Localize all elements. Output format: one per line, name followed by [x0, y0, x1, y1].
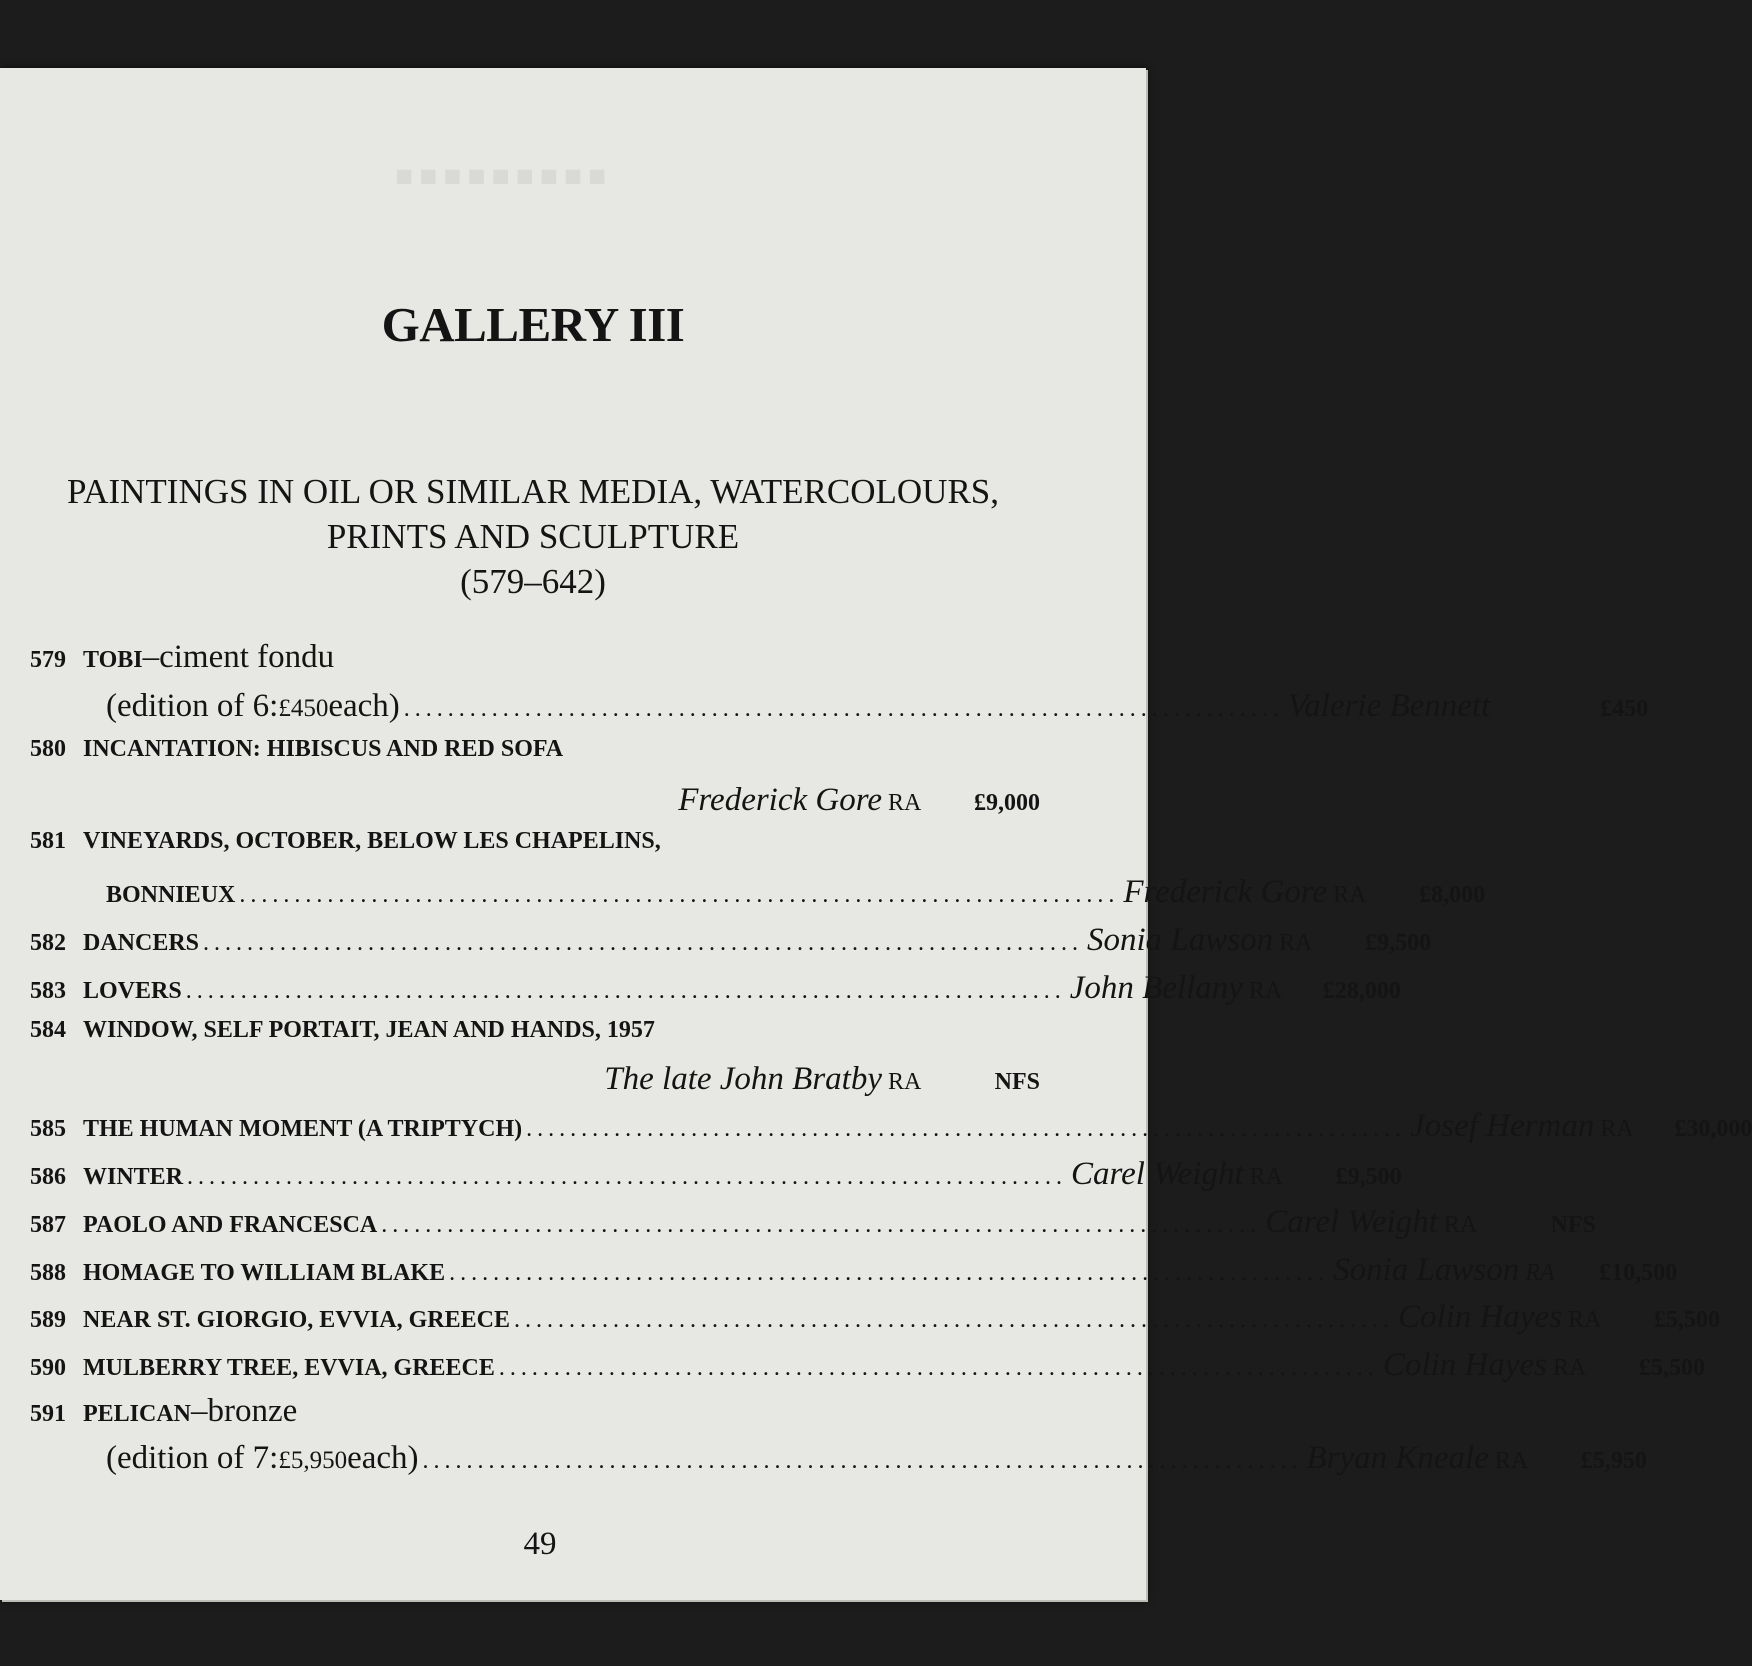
- entry-price: NFS: [1550, 1212, 1596, 1238]
- entry-artist: Frederick Gore: [678, 782, 882, 818]
- catalogue-entry: [30, 639, 1040, 683]
- entry-artist: Josef Herman: [1410, 1108, 1595, 1144]
- entry-ra: RA: [1249, 1164, 1284, 1190]
- entry-number: 579: [30, 647, 66, 673]
- entry-dash: –: [142, 639, 160, 675]
- dot-leader: ................................................................................: [449, 1260, 1330, 1286]
- catalogue-entry: [30, 1156, 1402, 1200]
- dot-leader: ................................................................................: [203, 930, 1084, 956]
- entry-number: 586: [30, 1164, 66, 1190]
- dot-leader: ................................................................................: [526, 1116, 1407, 1142]
- edition-prefix: (edition of 7:: [106, 1440, 279, 1476]
- catalogue-entry-continuation: [30, 688, 1649, 732]
- catalogue-entry: [30, 970, 1401, 1014]
- entry-ra: RA: [1552, 1355, 1587, 1381]
- entry-price: £8,000: [1419, 882, 1486, 908]
- entry-title: PAOLO AND FRANCESCA: [83, 1212, 378, 1238]
- entry-title-continued: BONNIEUX: [106, 882, 236, 908]
- entry-artist: Valerie Bennett: [1287, 688, 1491, 724]
- edition-prefix: (edition of 6:: [106, 688, 279, 724]
- catalogue-entry-continuation: [30, 874, 1486, 918]
- entry-artist: Colin Hayes: [1382, 1347, 1547, 1383]
- entry-artist: Sonia Lawson: [1087, 922, 1274, 958]
- entry-artist: Frederick Gore: [1123, 874, 1328, 910]
- entry-ra: RA: [1333, 882, 1367, 908]
- dot-leader: ................................................................................: [185, 978, 1066, 1004]
- entry-number: 590: [30, 1355, 66, 1381]
- section-title: GALLERY III: [381, 297, 685, 352]
- entry-artist: Carel Weight: [1071, 1156, 1244, 1192]
- catalogue-entry-continuation: [30, 1440, 1647, 1484]
- catalogue-entry: [30, 1393, 1040, 1437]
- entry-artist: The late John Bratby: [604, 1061, 882, 1097]
- entry-title: LOVERS: [83, 978, 182, 1004]
- entry-title: INCANTATION: HIBISCUS AND RED SOFA: [83, 736, 564, 762]
- dot-leader: ................................................................................: [498, 1355, 1379, 1381]
- entry-artist: Carel Weight: [1265, 1204, 1438, 1240]
- entry-price: £5,950: [1580, 1448, 1647, 1474]
- entry-price: £10,500: [1599, 1260, 1678, 1286]
- entry-medium: bronze: [207, 1393, 298, 1429]
- dot-leader: ................................................................................: [239, 882, 1120, 908]
- entry-title: MULBERRY TREE, EVVIA, GREECE: [83, 1355, 495, 1381]
- entry-ra: RA: [1443, 1212, 1478, 1238]
- entry-ra: RA: [1494, 1448, 1529, 1474]
- subtitle-line-1: PAINTINGS IN OIL OR SIMILAR MEDIA, WATERCOLOURS,: [66, 472, 1000, 511]
- entry-number: 591: [30, 1401, 66, 1427]
- entry-price: £450: [1600, 696, 1649, 722]
- entry-price: £5,500: [1638, 1355, 1705, 1381]
- entry-number: 583: [30, 978, 66, 1004]
- entry-title: THE HUMAN MOMENT (A TRIPTYCH): [83, 1116, 523, 1142]
- dot-leader: ................................................................................: [187, 1164, 1068, 1190]
- edition-price: £5,950: [278, 1447, 348, 1474]
- edition-suffix: each): [328, 688, 400, 724]
- catalogue-page: [0, 68, 1752, 1600]
- catalogue-entry: [30, 922, 1432, 966]
- entry-ra: RA: [1248, 978, 1283, 1004]
- edition-suffix: each): [347, 1440, 419, 1476]
- entry-medium: ciment fondu: [159, 639, 335, 675]
- catalogue-entry: [30, 1252, 1678, 1296]
- entry-number: 585: [30, 1116, 66, 1142]
- catalogue-entry: [30, 1347, 1705, 1391]
- entry-price: £5,500: [1654, 1307, 1721, 1333]
- catalogue-entry: [30, 828, 1040, 872]
- entry-number: 588: [30, 1260, 66, 1286]
- entry-ra: RA: [1600, 1116, 1634, 1142]
- catalogue-entry: [30, 1299, 1721, 1343]
- entry-number: 580: [30, 736, 66, 762]
- entry-ra: RA: [1279, 930, 1313, 956]
- entry-title: WINTER: [83, 1164, 184, 1190]
- catalogue-entry: [30, 1017, 1040, 1061]
- entry-artist: Colin Hayes: [1397, 1299, 1563, 1335]
- entry-price: £9,000: [974, 790, 1040, 816]
- entry-ra: RA: [1568, 1307, 1602, 1333]
- entry-price: £9,500: [1335, 1164, 1402, 1190]
- entry-artist: Sonia Lawson: [1333, 1252, 1520, 1288]
- dot-leader: ................................................................................: [403, 696, 1284, 722]
- catalogue-entry-continuation: [30, 782, 1040, 826]
- entry-title: HOMAGE TO WILLIAM BLAKE: [83, 1260, 446, 1286]
- dot-leader: ................................................................................: [513, 1307, 1394, 1333]
- entry-title: PELICAN: [83, 1401, 192, 1427]
- entry-price: £30,000: [1674, 1116, 1752, 1142]
- catalogue-entry-continuation: [30, 1061, 1040, 1105]
- page-number: 49: [523, 1526, 557, 1562]
- entry-ra: RA: [1525, 1260, 1555, 1286]
- entry-title: TOBI: [83, 647, 143, 673]
- entry-title: NEAR ST. GIORGIO, EVVIA, GREECE: [83, 1307, 510, 1333]
- subtitle-line-3: (579–642): [460, 562, 606, 601]
- subtitle-line-2: PRINTS AND SCULPTURE: [326, 517, 740, 556]
- entry-title: DANCERS: [83, 930, 200, 956]
- edition-price: £450: [278, 695, 329, 722]
- entry-price: £9,500: [1365, 930, 1432, 956]
- entry-number: 584: [30, 1017, 66, 1043]
- entry-number: 587: [30, 1212, 66, 1238]
- entry-price: £28,000: [1322, 978, 1401, 1004]
- catalogue-entry: [30, 1204, 1596, 1248]
- entry-number: 589: [30, 1307, 66, 1333]
- dot-leader: ................................................................................: [381, 1212, 1262, 1238]
- catalogue-entry-list: [0, 68, 1752, 1600]
- show-through-text: ■■■■■■■■■: [395, 161, 613, 194]
- catalogue-entry: [30, 1108, 1752, 1152]
- entry-number: 582: [30, 930, 66, 956]
- entry-artist: Bryan Kneale: [1306, 1440, 1489, 1476]
- catalogue-entry: [30, 736, 1040, 780]
- entry-price: NFS: [994, 1069, 1040, 1095]
- entry-ra: RA: [888, 1069, 922, 1095]
- entry-artist: John Bellany: [1069, 970, 1243, 1006]
- entry-ra: RA: [888, 790, 922, 816]
- dot-leader: ................................................................................: [422, 1448, 1303, 1474]
- entry-title: WINDOW, SELF PORTAIT, JEAN AND HANDS, 1957: [83, 1017, 655, 1043]
- entry-number: 581: [30, 828, 66, 854]
- entry-dash: –: [191, 1393, 208, 1429]
- entry-title: VINEYARDS, OCTOBER, BELOW LES CHAPELINS,: [83, 828, 661, 854]
